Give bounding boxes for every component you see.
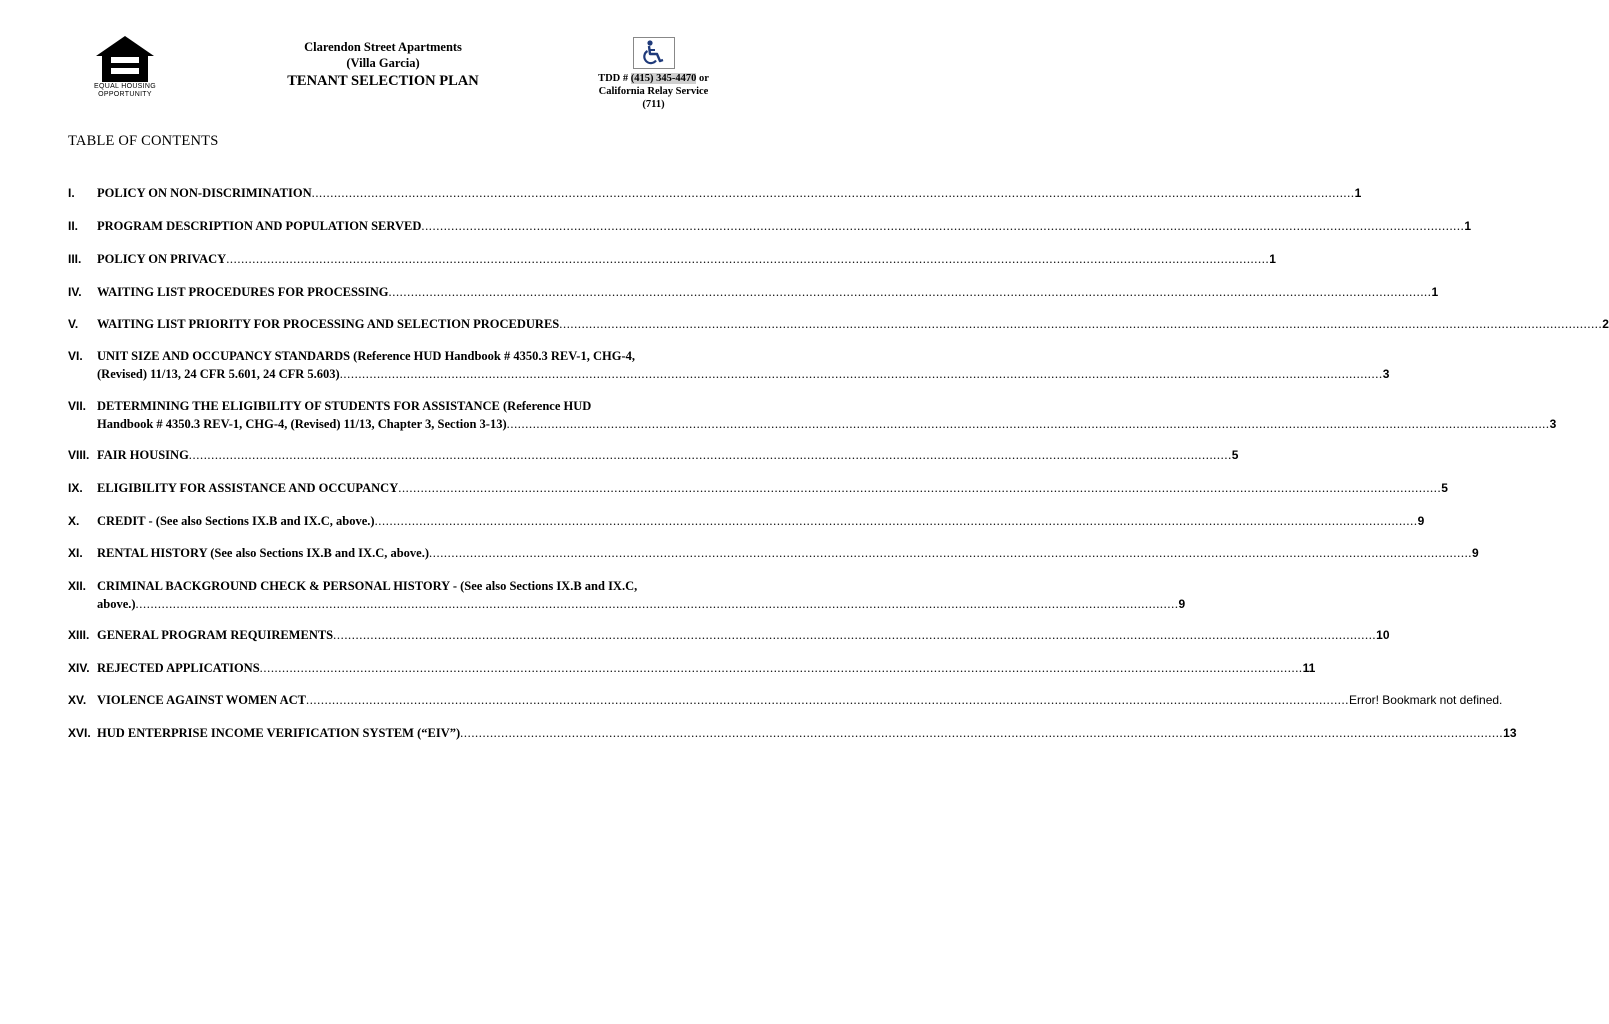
toc-entry-page: 3 bbox=[1549, 417, 1557, 431]
toc-entry-title: CREDIT - (See also Sections IX.B and IX.C, above.) bbox=[97, 514, 375, 528]
toc-entry-number: IX. bbox=[68, 481, 83, 495]
toc-entry-number: XII. bbox=[68, 579, 87, 593]
toc-entry-title: HUD ENTERPRISE INCOME VERIFICATION SYSTEM (“EIV”) bbox=[97, 726, 461, 740]
toc-entry[interactable] bbox=[68, 512, 1425, 530]
toc-entry-title: Handbook # 4350.3 REV-1, CHG-4, (Revised) 11/13, Chapter 3, Section 3-13) bbox=[97, 417, 507, 431]
toc-entry-page: 3 bbox=[1382, 367, 1390, 381]
toc-entry[interactable] bbox=[68, 577, 1186, 613]
toc-entry-page: 1 bbox=[1354, 186, 1362, 200]
document-header bbox=[260, 39, 506, 90]
toc-entry-title: PROGRAM DESCRIPTION AND POPULATION SERVED bbox=[97, 219, 422, 233]
toc-entry-number: XI. bbox=[68, 546, 83, 560]
toc-entry-number: XVI. bbox=[68, 726, 91, 740]
dot-leader: ........................................................................................................................................................................................................................................................................................ bbox=[226, 252, 1270, 266]
toc-entry-page: 9 bbox=[1472, 546, 1479, 560]
toc-entry-page: 13 bbox=[1503, 726, 1517, 740]
toc-entry-page: 9 bbox=[1417, 514, 1425, 528]
toc-entry-page: 10 bbox=[1376, 628, 1390, 642]
toc-entry-number: VI. bbox=[68, 349, 83, 363]
tdd-suffix: or bbox=[696, 73, 709, 84]
toc-entry-title: POLICY ON PRIVACY bbox=[97, 252, 227, 266]
org-subname: (Villa Garcia) bbox=[346, 56, 420, 70]
eho-line-1: EQUAL HOUSING bbox=[94, 83, 156, 90]
tdd-line bbox=[566, 72, 741, 85]
relay-line: California Relay Service bbox=[598, 86, 709, 97]
toc-entry-page: 1 bbox=[1269, 252, 1276, 266]
contact-block bbox=[566, 72, 741, 111]
tdd-prefix: TDD # bbox=[598, 73, 631, 84]
toc-entry-title-line1: CRIMINAL BACKGROUND CHECK & PERSONAL HISTORY - (See also Sections IX.B and IX.C, bbox=[97, 579, 638, 593]
equal-housing-logo bbox=[92, 36, 162, 98]
org-name: Clarendon Street Apartments bbox=[304, 40, 462, 54]
toc-entry[interactable] bbox=[68, 397, 1557, 433]
dot-leader: ........................................................................................................................................................................................................................................................................................ bbox=[333, 628, 1377, 642]
dot-leader: ........................................................................................................................................................................................................................................................................................ bbox=[421, 219, 1465, 233]
dot-leader: ........................................................................................................................................................................................................................................................................................ bbox=[388, 285, 1432, 299]
dot-leader: ........................................................................................................................................................................................................................................................................................ bbox=[374, 514, 1418, 528]
toc-entry-number: V. bbox=[68, 317, 79, 331]
dot-leader: ........................................................................................................................................................................................................................................................................................ bbox=[135, 597, 1179, 611]
toc-entry-number: I. bbox=[68, 186, 75, 200]
eho-line-2: OPPORTUNITY bbox=[98, 91, 152, 98]
toc-entry-number: VIII. bbox=[68, 448, 90, 462]
tdd-number: (415) 345-4470 bbox=[630, 73, 697, 84]
toc-entry[interactable] bbox=[68, 250, 1276, 268]
toc-entry-title: (Revised) 11/13, 24 CFR 5.601, 24 CFR 5.603) bbox=[97, 367, 340, 381]
toc-entry[interactable] bbox=[68, 347, 1390, 383]
dot-leader: ........................................................................................................................................................................................................................................................................................ bbox=[398, 481, 1442, 495]
toc-entry-page: 5 bbox=[1441, 481, 1448, 495]
toc-entry[interactable] bbox=[68, 544, 1479, 562]
toc-entry-title: ELIGIBILITY FOR ASSISTANCE AND OCCUPANCY bbox=[97, 481, 399, 495]
toc-entry-page: 11 bbox=[1302, 661, 1316, 675]
toc-entry[interactable] bbox=[68, 724, 1517, 742]
relay-number: (711) bbox=[642, 99, 665, 110]
toc-entry-title: RENTAL HISTORY (See also Sections IX.B and IX.C, above.) bbox=[97, 546, 430, 560]
toc-entry-number: IV. bbox=[68, 285, 82, 299]
toc-entry-title-line1: UNIT SIZE AND OCCUPANCY STANDARDS (Reference HUD Handbook # 4350.3 REV-1, CHG-4, bbox=[97, 349, 635, 363]
toc-entry[interactable] bbox=[68, 184, 1362, 202]
dot-leader: ........................................................................................................................................................................................................................................................................................ bbox=[305, 693, 1349, 707]
toc-entry-number: II. bbox=[68, 219, 79, 233]
dot-leader: ........................................................................................................................................................................................................................................................................................ bbox=[460, 726, 1504, 740]
toc-entry[interactable] bbox=[68, 217, 1472, 235]
toc-entry-page: 9 bbox=[1178, 597, 1186, 611]
dot-leader: ........................................................................................................................................................................................................................................................................................ bbox=[311, 186, 1355, 200]
toc-entry[interactable] bbox=[68, 691, 1503, 709]
dot-leader: ........................................................................................................................................................................................................................................................................................ bbox=[259, 661, 1303, 675]
toc-entry-title: GENERAL PROGRAM REQUIREMENTS bbox=[97, 628, 334, 642]
dot-leader: ........................................................................................................................................................................................................................................................................................ bbox=[188, 448, 1232, 462]
toc-entry[interactable] bbox=[68, 626, 1390, 644]
toc-entry-page: 1 bbox=[1431, 285, 1439, 299]
toc-entry-number: X. bbox=[68, 514, 80, 528]
toc-entry[interactable] bbox=[68, 479, 1448, 497]
toc-entry-title: REJECTED APPLICATIONS bbox=[97, 661, 260, 675]
toc-entry-page: Error! Bookmark not defined. bbox=[1348, 693, 1503, 707]
toc-entry-number: III. bbox=[68, 252, 82, 266]
document-title: TENANT SELECTION PLAN bbox=[287, 73, 479, 89]
toc-entry-page: 2 bbox=[1602, 317, 1609, 331]
toc-entry-number: XV. bbox=[68, 693, 87, 707]
toc-entry-title: VIOLENCE AGAINST WOMEN ACT bbox=[97, 693, 306, 707]
house-icon bbox=[96, 36, 154, 82]
toc-entry-page: 5 bbox=[1231, 448, 1239, 462]
dot-leader: ........................................................................................................................................................................................................................................................................................ bbox=[429, 546, 1473, 560]
toc-entry[interactable] bbox=[68, 446, 1239, 464]
toc-entry[interactable] bbox=[68, 315, 1609, 333]
wheelchair-accessible-icon bbox=[633, 37, 675, 69]
toc-entry-title-line1: DETERMINING THE ELIGIBILITY OF STUDENTS FOR ASSISTANCE (Reference HUD bbox=[97, 399, 592, 413]
toc-entry-title: above.) bbox=[97, 597, 136, 611]
dot-leader: ........................................................................................................................................................................................................................................................................................ bbox=[506, 417, 1550, 431]
toc-entry-title: FAIR HOUSING bbox=[97, 448, 189, 462]
toc-heading: TABLE OF CONTENTS bbox=[68, 133, 219, 149]
toc-entry-number: XIV. bbox=[68, 661, 90, 675]
toc-entry-title: POLICY ON NON-DISCRIMINATION bbox=[97, 186, 312, 200]
toc-entry-title: WAITING LIST PRIORITY FOR PROCESSING AND SELECTION PROCEDURES bbox=[97, 317, 560, 331]
dot-leader: ........................................................................................................................................................................................................................................................................................ bbox=[559, 317, 1603, 331]
toc-entry[interactable] bbox=[68, 659, 1316, 677]
toc-entry-page: 1 bbox=[1464, 219, 1472, 233]
dot-leader: ........................................................................................................................................................................................................................................................................................ bbox=[339, 367, 1383, 381]
toc-entry[interactable] bbox=[68, 283, 1439, 301]
toc-entry-number: VII. bbox=[68, 399, 87, 413]
toc-entry-title: WAITING LIST PROCEDURES FOR PROCESSING bbox=[97, 285, 389, 299]
toc-entry-number: XIII. bbox=[68, 628, 90, 642]
